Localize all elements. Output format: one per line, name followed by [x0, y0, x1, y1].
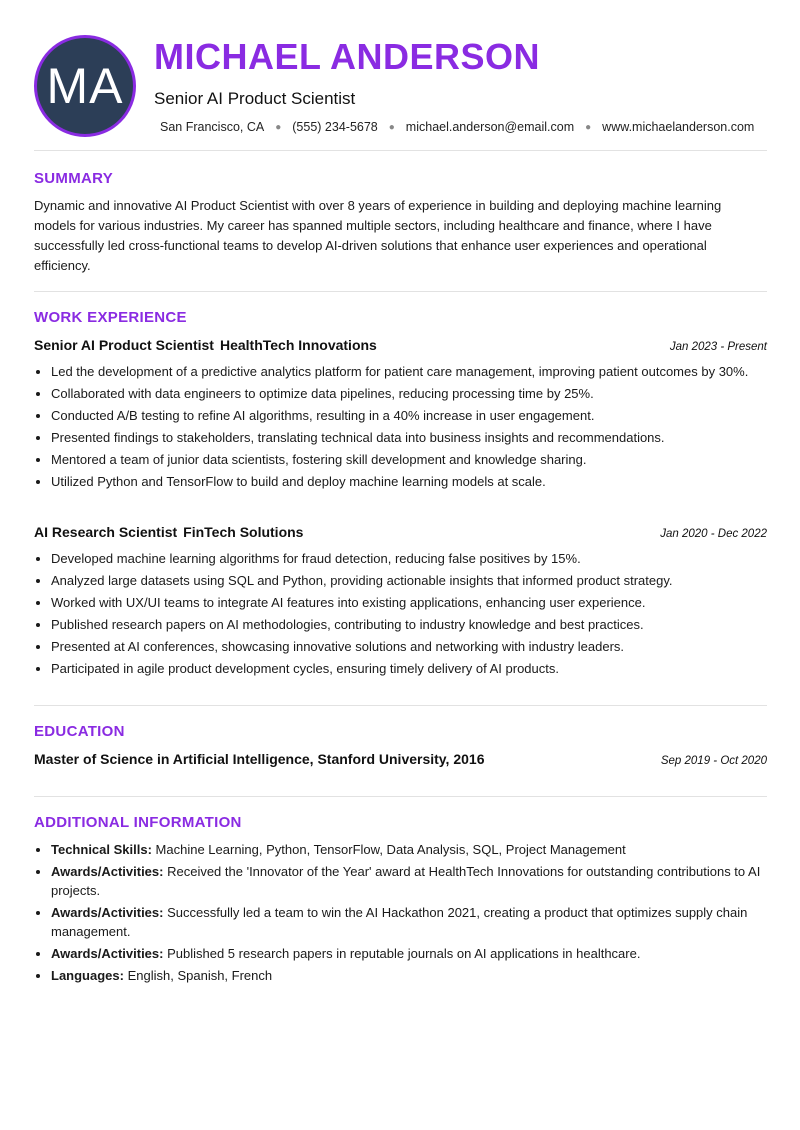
- summary-heading: SUMMARY: [34, 170, 114, 187]
- contact-email[interactable]: michael.anderson@email.com: [405, 120, 575, 134]
- item-text: English, Spanish, French: [127, 968, 273, 983]
- list-item: • Worked with UX/UI teams to integrate AI features into existing applications, enhancing user experience.: [51, 593, 771, 612]
- avatar: [34, 35, 136, 137]
- contact-website[interactable]: www.michaelanderson.com: [602, 120, 755, 134]
- list-item: • Presented at AI conferences, showcasing innovative solutions and networking with industry leaders.: [51, 637, 771, 656]
- list-item: • Developed machine learning algorithms for fraud detection, reducing false positives by 15%.: [51, 549, 771, 568]
- section-divider: [34, 291, 767, 292]
- item-text: Successfully led a team to win the AI Hackathon 2021, creating a product that optimizes supply chain management.: [51, 905, 748, 939]
- separator-dot-icon: ●: [585, 121, 592, 133]
- list-item: [51, 862, 781, 900]
- item-label: Awards/Activities:: [51, 905, 164, 920]
- item-label: Languages:: [51, 968, 124, 983]
- candidate-name: MICHAEL ANDERSON: [154, 36, 541, 77]
- education-dates: Sep 2019 - Oct 2020: [660, 755, 767, 767]
- contact-phone: (555) 234-5678: [292, 120, 378, 134]
- avatar-initials: MA: [46, 58, 124, 114]
- experience-heading: WORK EXPERIENCE: [34, 309, 187, 326]
- item-text: Published 5 research papers in reputable journals on AI applications in healthcare.: [167, 946, 641, 961]
- list-item: • Presented findings to stakeholders, translating technical data into business insights and recommendations.: [51, 428, 771, 447]
- list-item: • Utilized Python and TensorFlow to build and deploy machine learning models at scale.: [51, 472, 771, 491]
- education-entry: [34, 751, 767, 767]
- item-text: Received the 'Innovator of the Year' award at HealthTech Innovations for outstanding contributions to AI projects.: [51, 864, 761, 898]
- list-item: [51, 840, 781, 859]
- list-item: • Analyzed large datasets using SQL and Python, providing actionable insights that informed product strategy.: [51, 571, 771, 590]
- list-item: • Mentored a team of junior data scientists, fostering skill development and knowledge sharing.: [51, 450, 771, 469]
- item-label: Technical Skills:: [51, 842, 152, 857]
- list-item: [51, 903, 781, 941]
- job-bullets: [34, 362, 771, 494]
- separator-dot-icon: ●: [275, 121, 282, 133]
- education-heading: EDUCATION: [34, 723, 125, 740]
- additional-list: [34, 840, 781, 988]
- list-item: • Published research papers on AI methodologies, contributing to industry knowledge and best practices.: [51, 615, 771, 634]
- education-degree: Master of Science in Artificial Intelligence, Stanford University, 2016: [34, 751, 485, 767]
- contact-location: San Francisco, CA: [160, 120, 265, 134]
- list-item: • Conducted A/B testing to refine AI algorithms, resulting in a 40% increase in user engagement.: [51, 406, 771, 425]
- job-bullets: [34, 549, 771, 681]
- list-item: [51, 944, 781, 963]
- summary-text: Dynamic and innovative AI Product Scientist with over 8 years of experience in building and deploying machine learning models for various industries. My career has spanned multiple sectors, including healthcare and finance, where I have successfully led cross-functional teams to develop AI-driven solutions that enhance user experiences and operational efficiency.: [34, 198, 722, 273]
- section-divider: [34, 705, 767, 706]
- job-title-line: [34, 524, 303, 540]
- job-title: Senior AI Product Scientist: [34, 337, 214, 353]
- list-item: • Led the development of a predictive analytics platform for patient care management, improving patient outcomes by 30%.: [51, 362, 771, 381]
- job-header: [34, 337, 767, 353]
- item-text: Machine Learning, Python, TensorFlow, Data Analysis, SQL, Project Management: [155, 842, 626, 857]
- job-dates: Jan 2020 - Dec 2022: [660, 528, 767, 540]
- list-item: • Collaborated with data engineers to optimize data pipelines, reducing processing time by 25%.: [51, 384, 771, 403]
- item-label: Awards/Activities:: [51, 864, 164, 879]
- contact-bar: [160, 120, 754, 134]
- job-title: AI Research Scientist: [34, 524, 178, 540]
- job-company: HealthTech Innovations: [219, 337, 377, 353]
- list-item: • Participated in agile product development cycles, ensuring timely delivery of AI products.: [51, 659, 771, 678]
- job-dates: Jan 2023 - Present: [669, 341, 767, 353]
- job-title-line: [34, 337, 377, 353]
- job-header: [34, 524, 767, 540]
- additional-heading: ADDITIONAL INFORMATION: [34, 814, 242, 831]
- item-label: Awards/Activities:: [51, 946, 164, 961]
- candidate-title: Senior AI Product Scientist: [154, 89, 356, 108]
- job-company: FinTech Solutions: [183, 524, 304, 540]
- list-item: [51, 966, 781, 985]
- section-divider: [34, 796, 767, 797]
- separator-dot-icon: ●: [388, 121, 395, 133]
- section-divider: [34, 150, 767, 151]
